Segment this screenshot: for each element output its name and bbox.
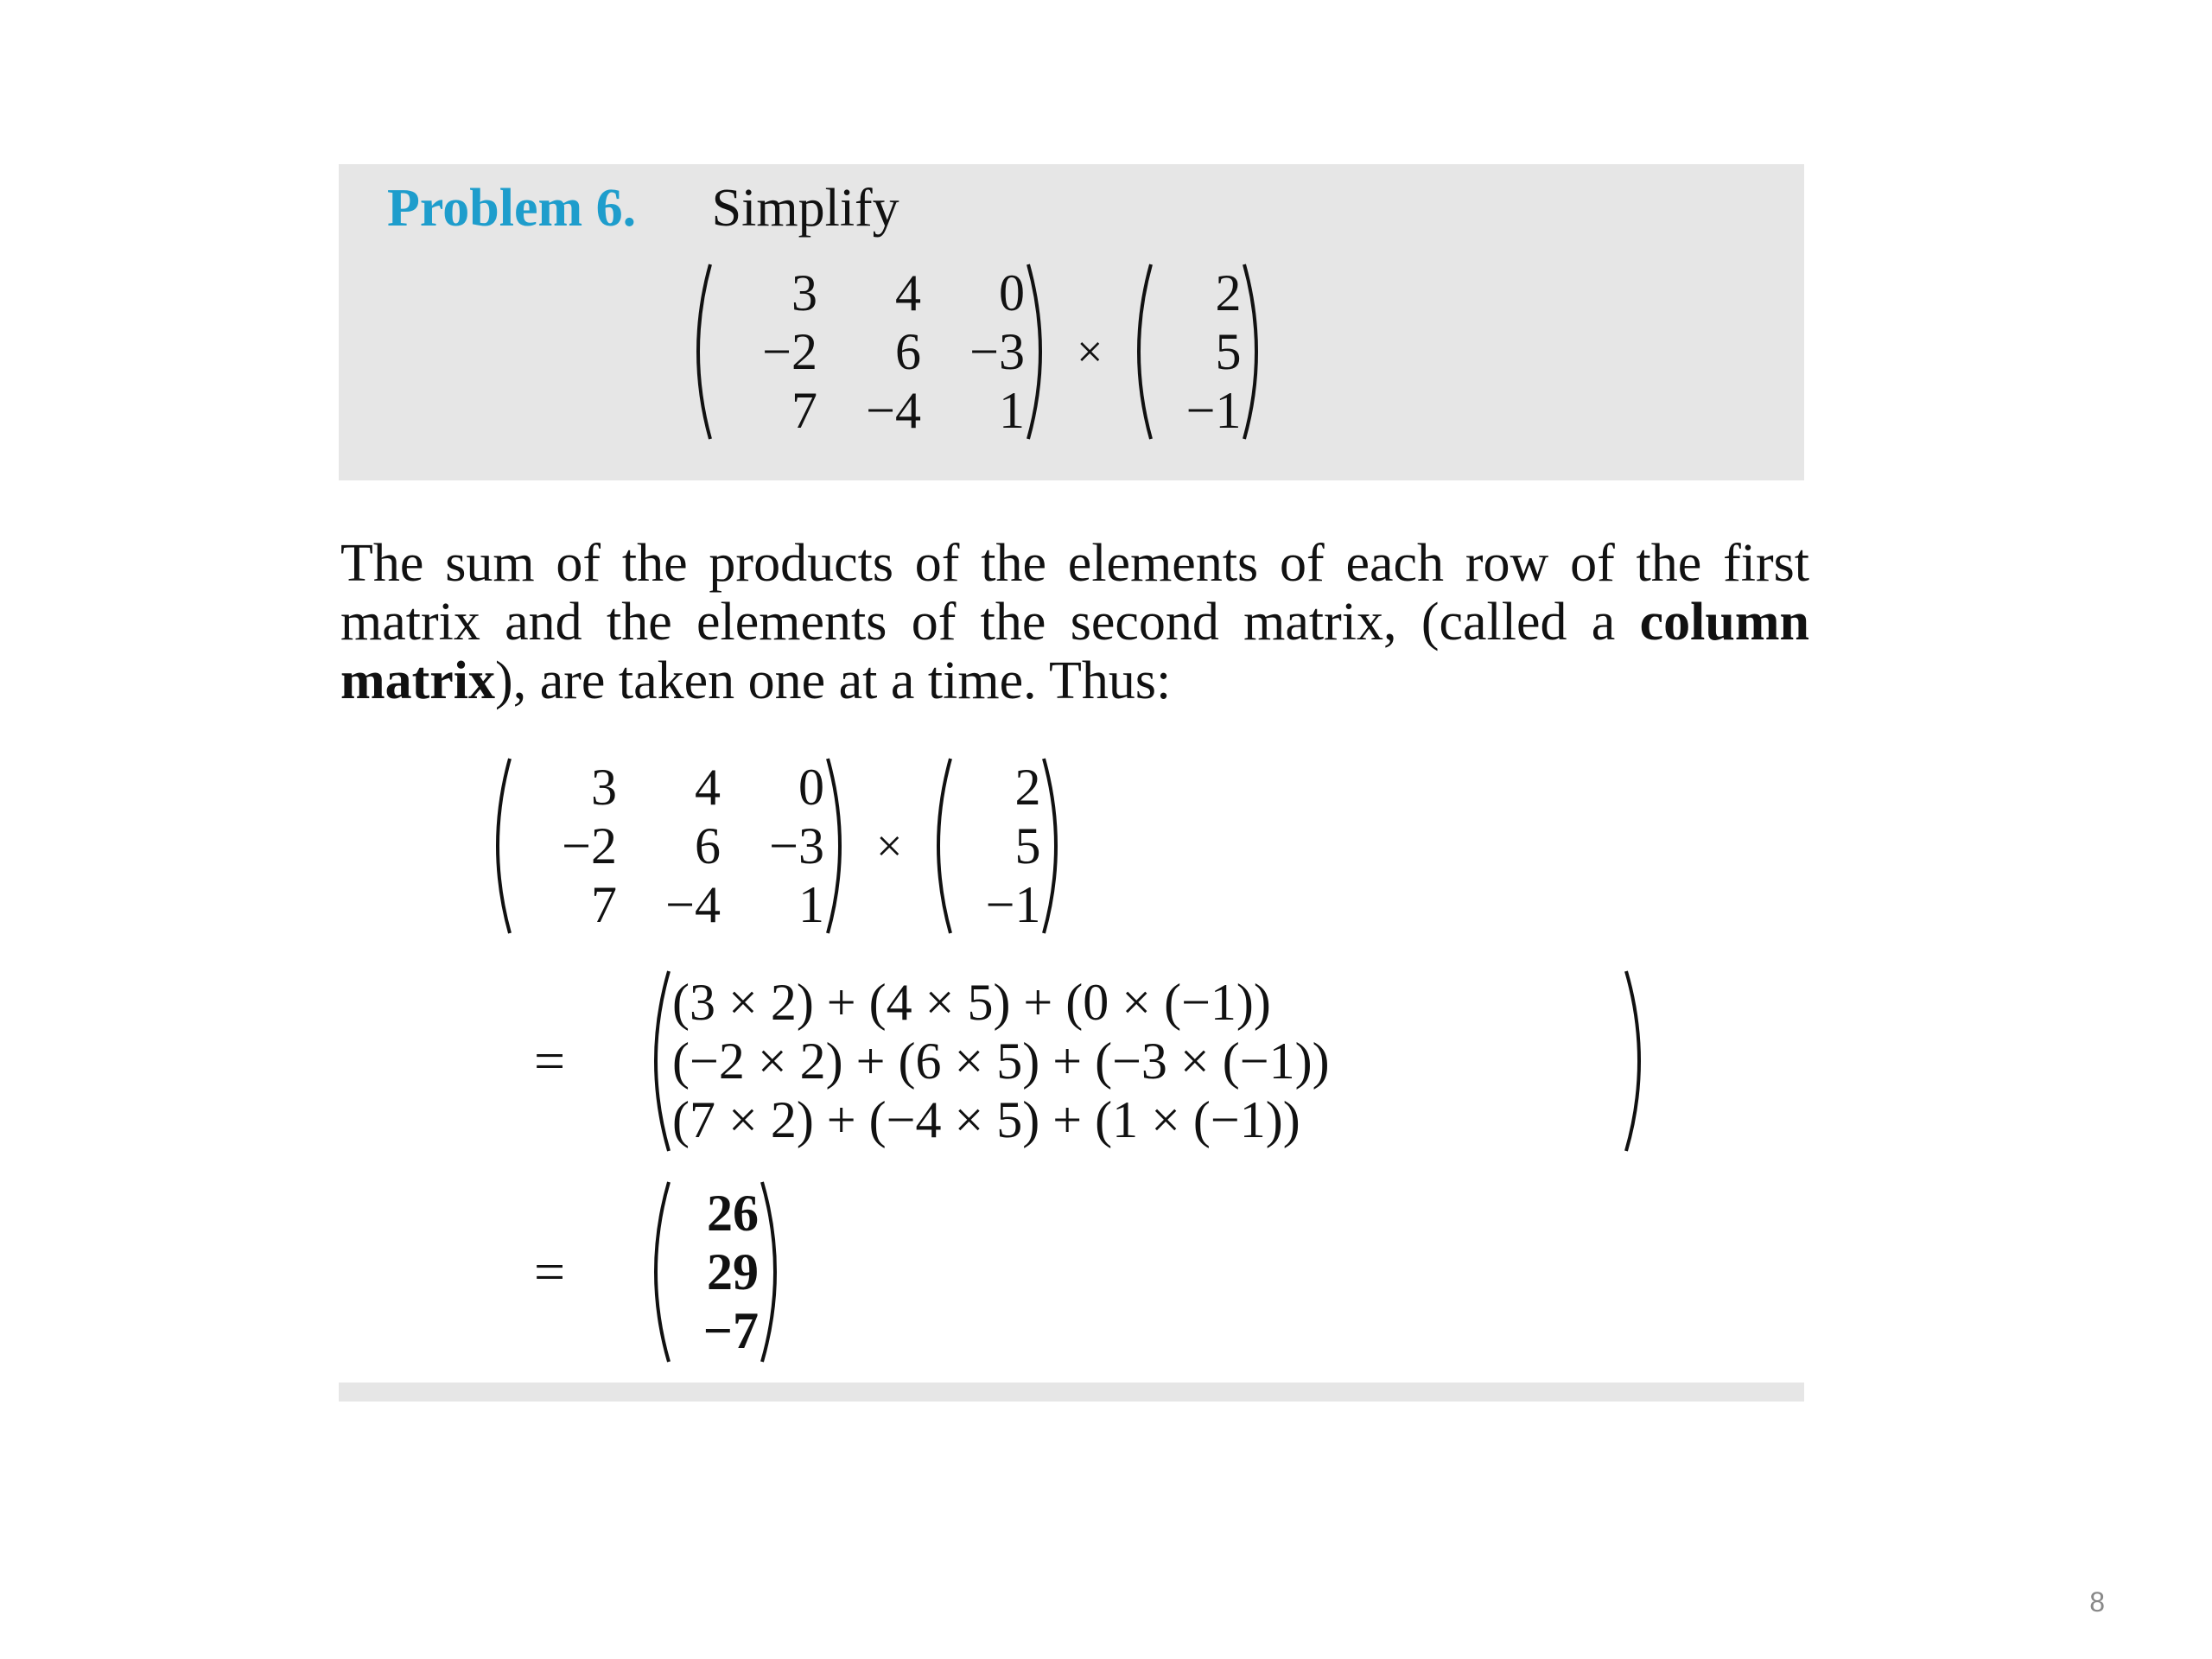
bottom-divider: [339, 1382, 1804, 1402]
problem-box: [339, 164, 1804, 480]
matrix-cell: 1: [798, 876, 824, 933]
matrix-cell: 7: [591, 876, 617, 933]
explanation-bold-term: column matrix: [340, 593, 1809, 710]
matrix-cell: 1: [999, 382, 1025, 439]
times-sign: ×: [876, 820, 903, 872]
matrix-cell: −4: [665, 876, 721, 933]
matrix-cell: 26: [707, 1185, 759, 1242]
problem-instruction: Simplify: [711, 179, 899, 238]
matrix-cell: −4: [866, 382, 921, 439]
matrix-cell: 4: [895, 264, 921, 321]
equals-sign: =: [534, 1030, 566, 1091]
matrix-cell: 6: [895, 323, 921, 380]
matrix-b: [1125, 261, 1270, 442]
left-paren-icon: [641, 968, 672, 1154]
left-paren-icon: [1125, 261, 1154, 442]
matrix-cell: −2: [562, 817, 617, 874]
explanation-text-2: ), are taken one at a time. Thus:: [495, 652, 1172, 710]
matrix-cell: 29: [707, 1243, 759, 1300]
matrix-cell: (−2 × 2) + (6 × 5) + (−3 × (−1)): [672, 1033, 1330, 1090]
problem-expression: [684, 257, 1270, 446]
matrix-cell: −1: [985, 876, 1041, 933]
right-paren-icon: [759, 1179, 790, 1365]
equals-sign: =: [534, 1241, 566, 1302]
right-paren-icon: [1241, 261, 1270, 442]
left-paren-icon: [641, 1179, 672, 1365]
matrix-cell: −7: [702, 1302, 759, 1359]
solution-expression: [484, 750, 1070, 942]
matrix-cell: −2: [762, 323, 817, 380]
matrix-cell: (3 × 2) + (4 × 5) + (0 × (−1)): [672, 974, 1271, 1031]
matrix-cell: 3: [591, 759, 617, 816]
right-paren-icon: [1623, 968, 1654, 1154]
explanation-paragraph: [340, 534, 1809, 710]
solution-matrix-b: [925, 755, 1070, 937]
right-paren-icon: [1040, 755, 1070, 937]
matrix-a-grid: [714, 261, 1025, 442]
matrix-cell: 0: [798, 759, 824, 816]
left-paren-icon: [684, 261, 714, 442]
matrix-cell: −3: [769, 817, 824, 874]
times-sign: ×: [1077, 326, 1103, 378]
result-grid: [672, 1179, 759, 1365]
right-paren-icon: [824, 755, 854, 937]
explanation-text-1: The sum of the products of the elements of each row of the first matrix and the elements of the second matrix, (called a: [340, 534, 1809, 652]
matrix-cell: 0: [999, 264, 1025, 321]
matrix-cell: 2: [1014, 759, 1041, 816]
matrix-cell: 5: [1215, 323, 1242, 380]
right-paren-icon: [1025, 261, 1054, 442]
products-grid: [672, 968, 1623, 1154]
matrix-a: [684, 261, 1054, 442]
products-row: [534, 968, 1654, 1154]
matrix-cell: −3: [969, 323, 1025, 380]
result-row: [534, 1179, 790, 1365]
matrix-cell: 5: [1014, 817, 1041, 874]
solution-matrix-b-grid: [954, 755, 1040, 937]
matrix-cell: 2: [1215, 264, 1242, 321]
result-matrix: [641, 1179, 790, 1365]
left-paren-icon: [484, 755, 513, 937]
matrix-cell: 3: [791, 264, 817, 321]
products-matrix: [641, 968, 1654, 1154]
matrix-b-grid: [1154, 261, 1241, 442]
solution-matrix-a-grid: [513, 755, 824, 937]
matrix-cell: 7: [791, 382, 817, 439]
page-number: 8: [2089, 1586, 2105, 1618]
matrix-cell: (7 × 2) + (−4 × 5) + (1 × (−1)): [672, 1091, 1300, 1148]
matrix-cell: 6: [695, 817, 721, 874]
problem-label: Problem 6.: [387, 179, 637, 238]
matrix-cell: 4: [695, 759, 721, 816]
problem-heading: [387, 176, 899, 240]
matrix-cell: −1: [1185, 382, 1242, 439]
solution-matrix-a: [484, 755, 854, 937]
left-paren-icon: [925, 755, 954, 937]
